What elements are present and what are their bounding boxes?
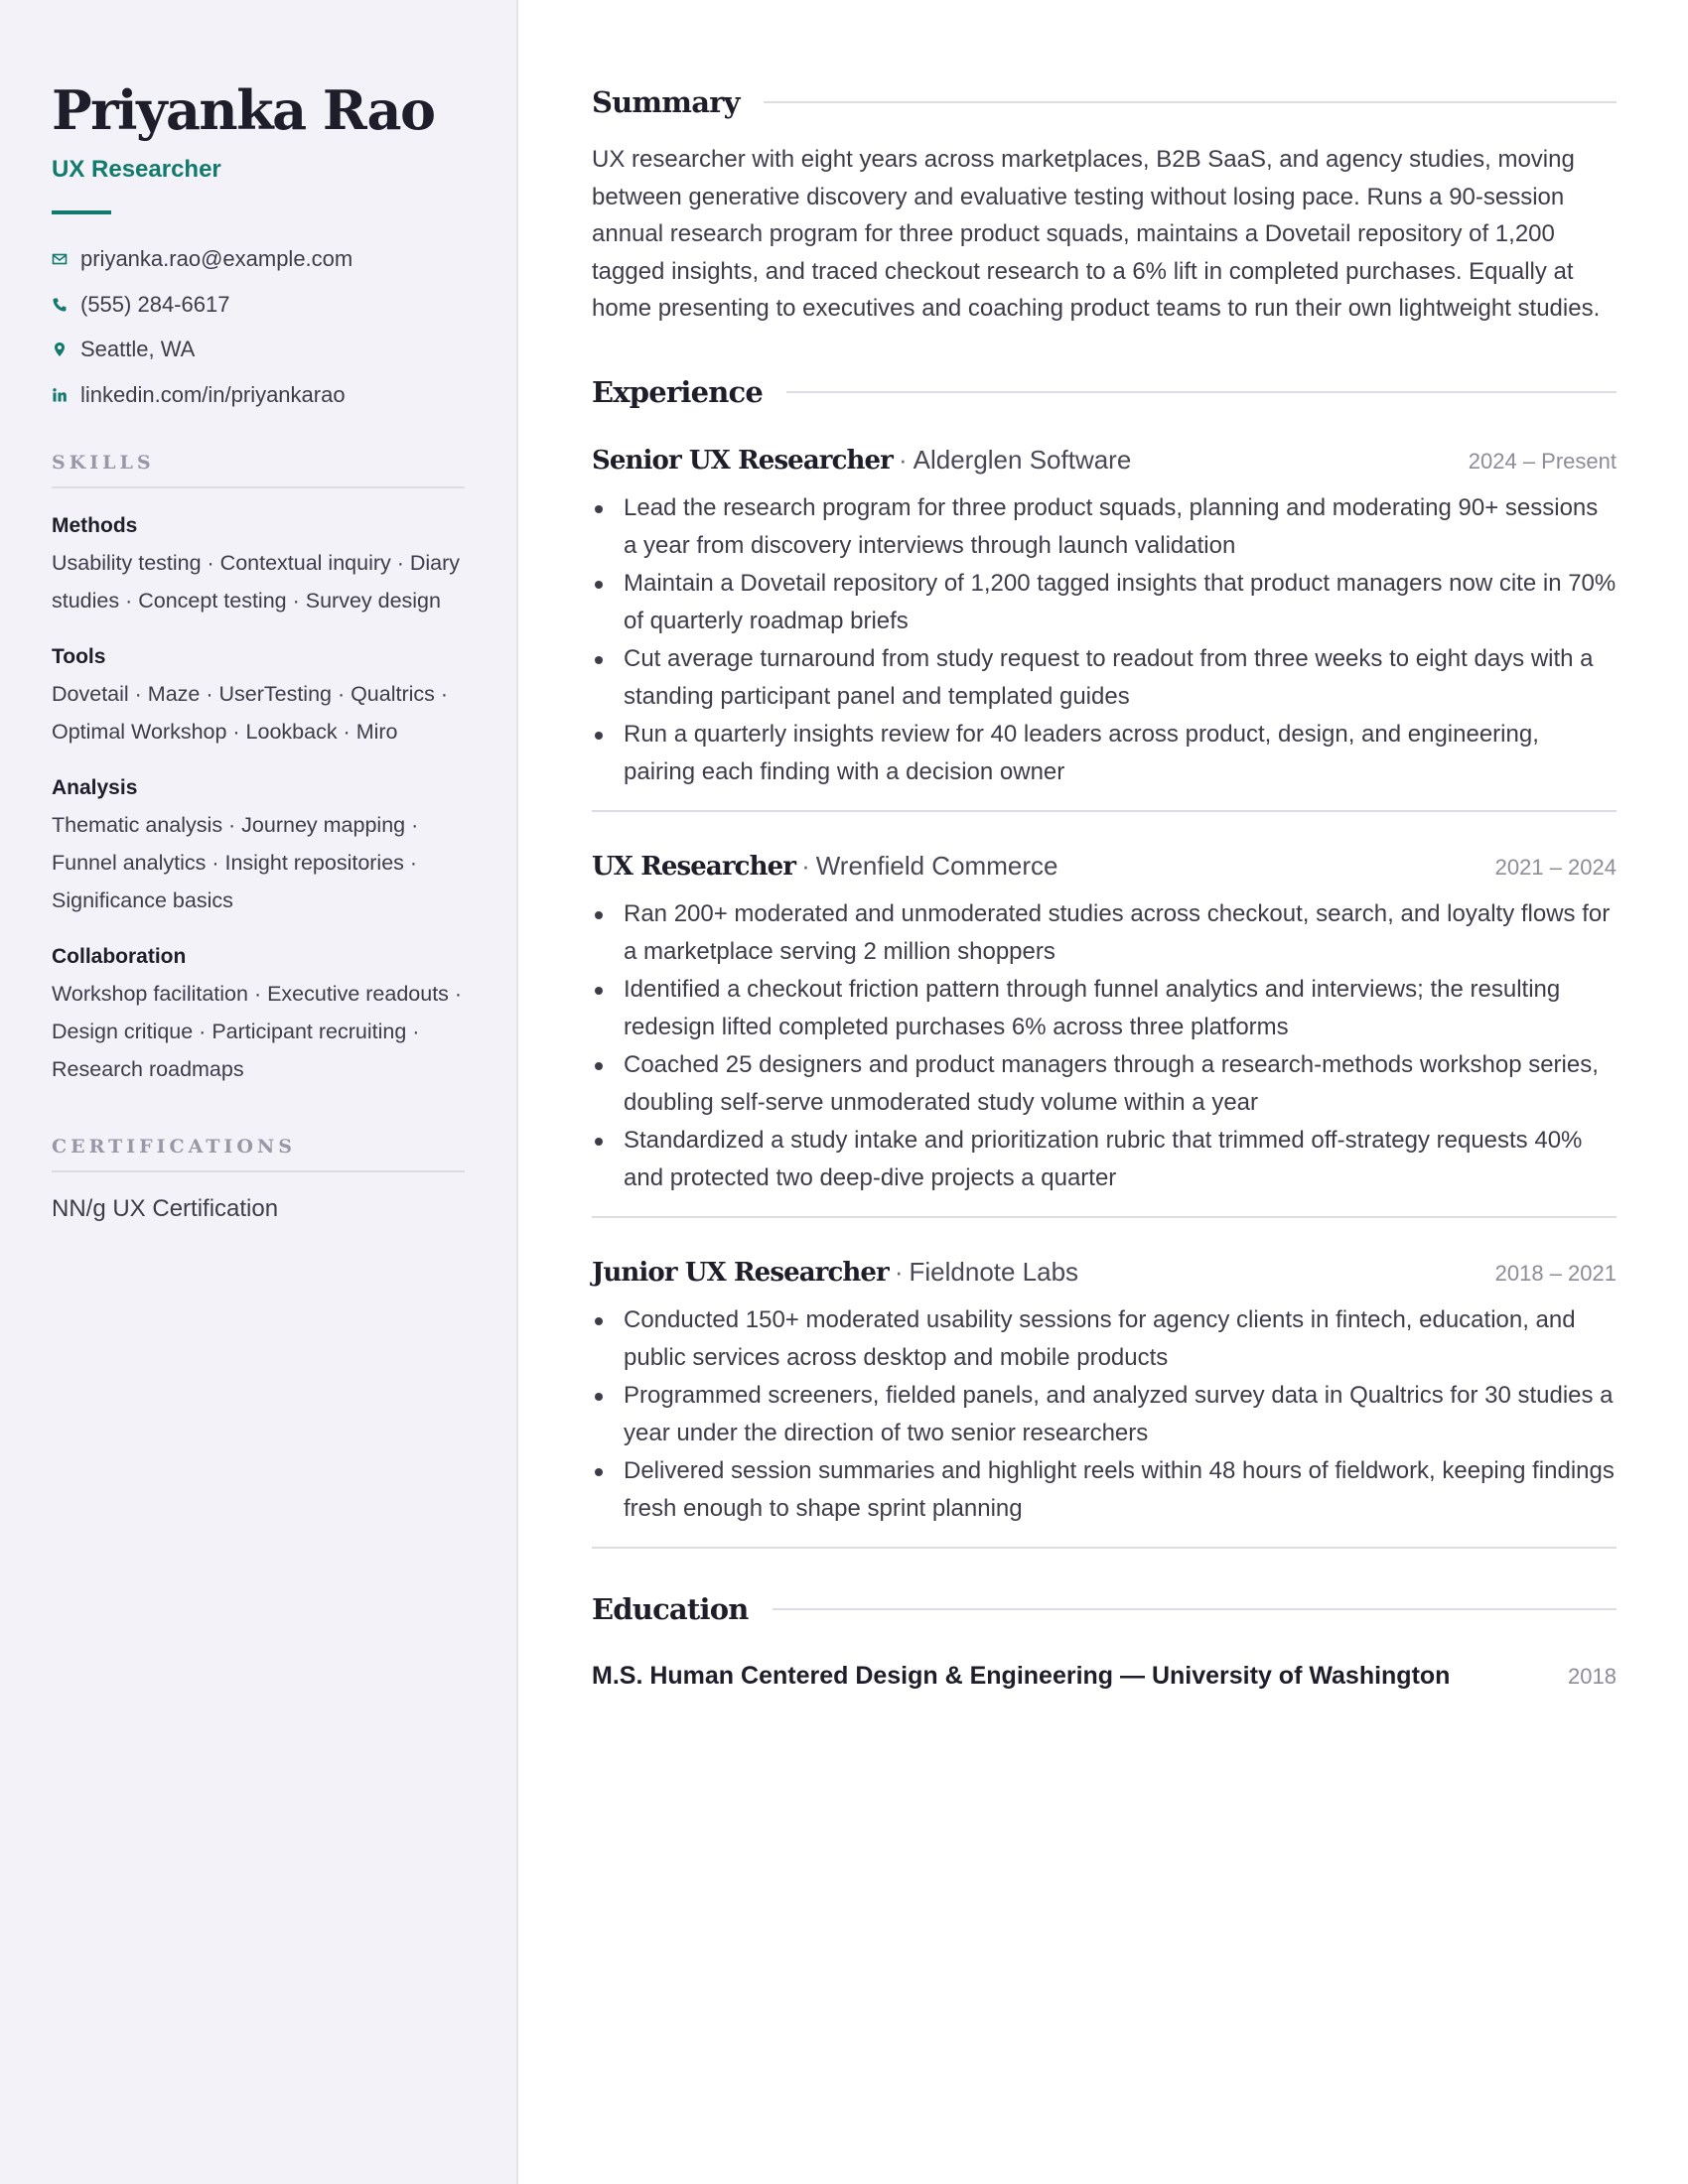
candidate-name: Priyanka Rao — [52, 78, 435, 142]
job-bullets — [592, 489, 1617, 791]
job-dates: 2021 – 2024 — [1494, 854, 1617, 880]
linkedin-icon — [52, 387, 68, 403]
education-heading: Education — [592, 1591, 749, 1626]
section-divider — [764, 101, 1617, 103]
job-header — [592, 445, 1617, 476]
job-bullets — [592, 1301, 1617, 1528]
skill-group-title: Analysis — [52, 775, 138, 799]
skill-group-title: Tools — [52, 644, 106, 668]
sidebar — [0, 0, 518, 2184]
summary-heading: Summary — [592, 85, 740, 119]
job-header — [592, 1257, 1617, 1288]
job-separator: · — [898, 444, 908, 475]
skill-group-items: Dovetail · Maze · UserTesting · Qualtrics · Optimal Workshop · Lookback · Miro — [52, 681, 449, 744]
job-company: Wrenfield Commerce — [815, 850, 1058, 881]
skill-group-methods — [52, 512, 465, 619]
job-title: Senior UX Researcher — [592, 445, 893, 476]
education-year: 2018 — [1568, 1663, 1617, 1689]
skill-group-items: Workshop facilitation · Executive readouts · Design critique · Participant recruiting · Research roadmaps — [52, 981, 463, 1081]
contact-location — [52, 335, 465, 364]
main-content — [592, 77, 1617, 1691]
summary-header — [592, 77, 1617, 127]
job-bullet: Cut average turnaround from study request to readout from three weeks to eight days with a standing participant panel and templated guides — [592, 640, 1617, 716]
skill-group-title: Collaboration — [52, 944, 187, 968]
phone-icon — [52, 297, 68, 313]
section-divider — [773, 1608, 1617, 1610]
contact-phone-text: (555) 284-6617 — [80, 291, 230, 317]
certifications-heading: CERTIFICATIONS — [52, 1136, 465, 1172]
job-dates: 2018 – 2021 — [1494, 1260, 1617, 1286]
candidate-role: UX Researcher — [52, 156, 221, 183]
education-header — [592, 1584, 1617, 1634]
job-heading — [592, 445, 1131, 476]
education-section — [592, 1584, 1617, 1691]
accent-divider — [52, 210, 111, 214]
skills-list — [52, 512, 465, 1088]
contact-linkedin-text: linkedin.com/in/priyankarao — [80, 381, 346, 407]
contact-phone[interactable] — [52, 290, 465, 320]
job-bullet: Programmed screeners, fielded panels, and analyzed survey data in Qualtrics for 30 studies a year under the direction of two senior researchers — [592, 1377, 1617, 1452]
job-header — [592, 851, 1617, 882]
education-entry — [592, 1662, 1617, 1691]
job-bullets — [592, 895, 1617, 1197]
job-bullet: Identified a checkout friction pattern through funnel analytics and interviews; the resulting redesign lifted completed purchases 6% across three platforms — [592, 971, 1617, 1046]
contact-email-text: priyanka.rao@example.com — [80, 246, 353, 271]
contact-list — [52, 244, 465, 410]
section-divider — [786, 391, 1617, 393]
job-bullet: Lead the research program for three product squads, planning and moderating 90+ sessions a year from discovery interviews through launch validation — [592, 489, 1617, 565]
experience-section — [592, 367, 1617, 1549]
skill-group-items: Thematic analysis · Journey mapping · Funnel analytics · Insight repositories · Significance basics — [52, 812, 419, 912]
job-separator: · — [801, 850, 810, 881]
job-separator: · — [894, 1256, 904, 1287]
skill-group-analysis — [52, 774, 465, 919]
job-bullet: Ran 200+ moderated and unmoderated studies across checkout, search, and loyalty flows for a marketplace serving 2 million shoppers — [592, 895, 1617, 971]
skills-heading: SKILLS — [52, 452, 465, 488]
job-bullet: Standardized a study intake and prioritization rubric that trimmed off-strategy requests 40% and protected two deep-dive projects a quarter — [592, 1122, 1617, 1197]
contact-email[interactable] — [52, 244, 465, 274]
job-entry — [592, 1257, 1617, 1549]
skill-group-items: Usability testing · Contextual inquiry · Diary studies · Concept testing · Survey design — [52, 550, 461, 613]
job-title: UX Researcher — [592, 851, 796, 882]
summary-section — [592, 77, 1617, 328]
job-title: Junior UX Researcher — [592, 1257, 889, 1288]
job-bullet: Maintain a Dovetail repository of 1,200 tagged insights that product managers now cite in 70% of quarterly roadmap briefs — [592, 565, 1617, 640]
map-pin-icon — [52, 341, 68, 357]
job-company: Fieldnote Labs — [909, 1256, 1079, 1287]
skill-group-title: Methods — [52, 513, 138, 537]
experience-header — [592, 367, 1617, 417]
experience-heading: Experience — [592, 374, 764, 409]
job-bullet: Run a quarterly insights review for 40 leaders across product, design, and engineering, pairing each finding with a decision owner — [592, 716, 1617, 791]
job-heading — [592, 1257, 1078, 1288]
job-company: Alderglen Software — [913, 444, 1132, 475]
contact-location-text: Seattle, WA — [80, 337, 196, 361]
certification-item: NN/g UX Certification — [52, 1194, 279, 1222]
contact-linkedin[interactable] — [52, 380, 465, 410]
mail-icon — [52, 251, 68, 267]
job-entry — [592, 445, 1617, 812]
skill-group-collaboration — [52, 943, 465, 1088]
summary-text: UX researcher with eight years across marketplaces, B2B SaaS, and agency studies, moving between generative discovery and evaluative testing without losing pace. Runs a 90-session annual research program for three product squads, maintains a Dovetail repository of 1,200 tagged insights, and traced checkout research to a 6% lift in completed purchases. Equally at home presenting to executives and coaching product teams to run their own lightweight studies. — [592, 146, 1601, 322]
education-degree: M.S. Human Centered Design & Engineering — University of Washington — [592, 1661, 1451, 1690]
job-bullet: Conducted 150+ moderated usability sessions for agency clients in fintech, education, and public services across desktop and mobile products — [592, 1301, 1617, 1377]
job-entry — [592, 851, 1617, 1218]
job-heading — [592, 851, 1057, 882]
skill-group-tools — [52, 643, 465, 751]
job-bullet: Coached 25 designers and product managers through a research-methods workshop series, doubling self-serve unmoderated study volume within a year — [592, 1046, 1617, 1122]
job-dates: 2024 – Present — [1468, 448, 1617, 474]
job-bullet: Delivered session summaries and highlight reels within 48 hours of fieldwork, keeping findings fresh enough to shape sprint planning — [592, 1452, 1617, 1528]
